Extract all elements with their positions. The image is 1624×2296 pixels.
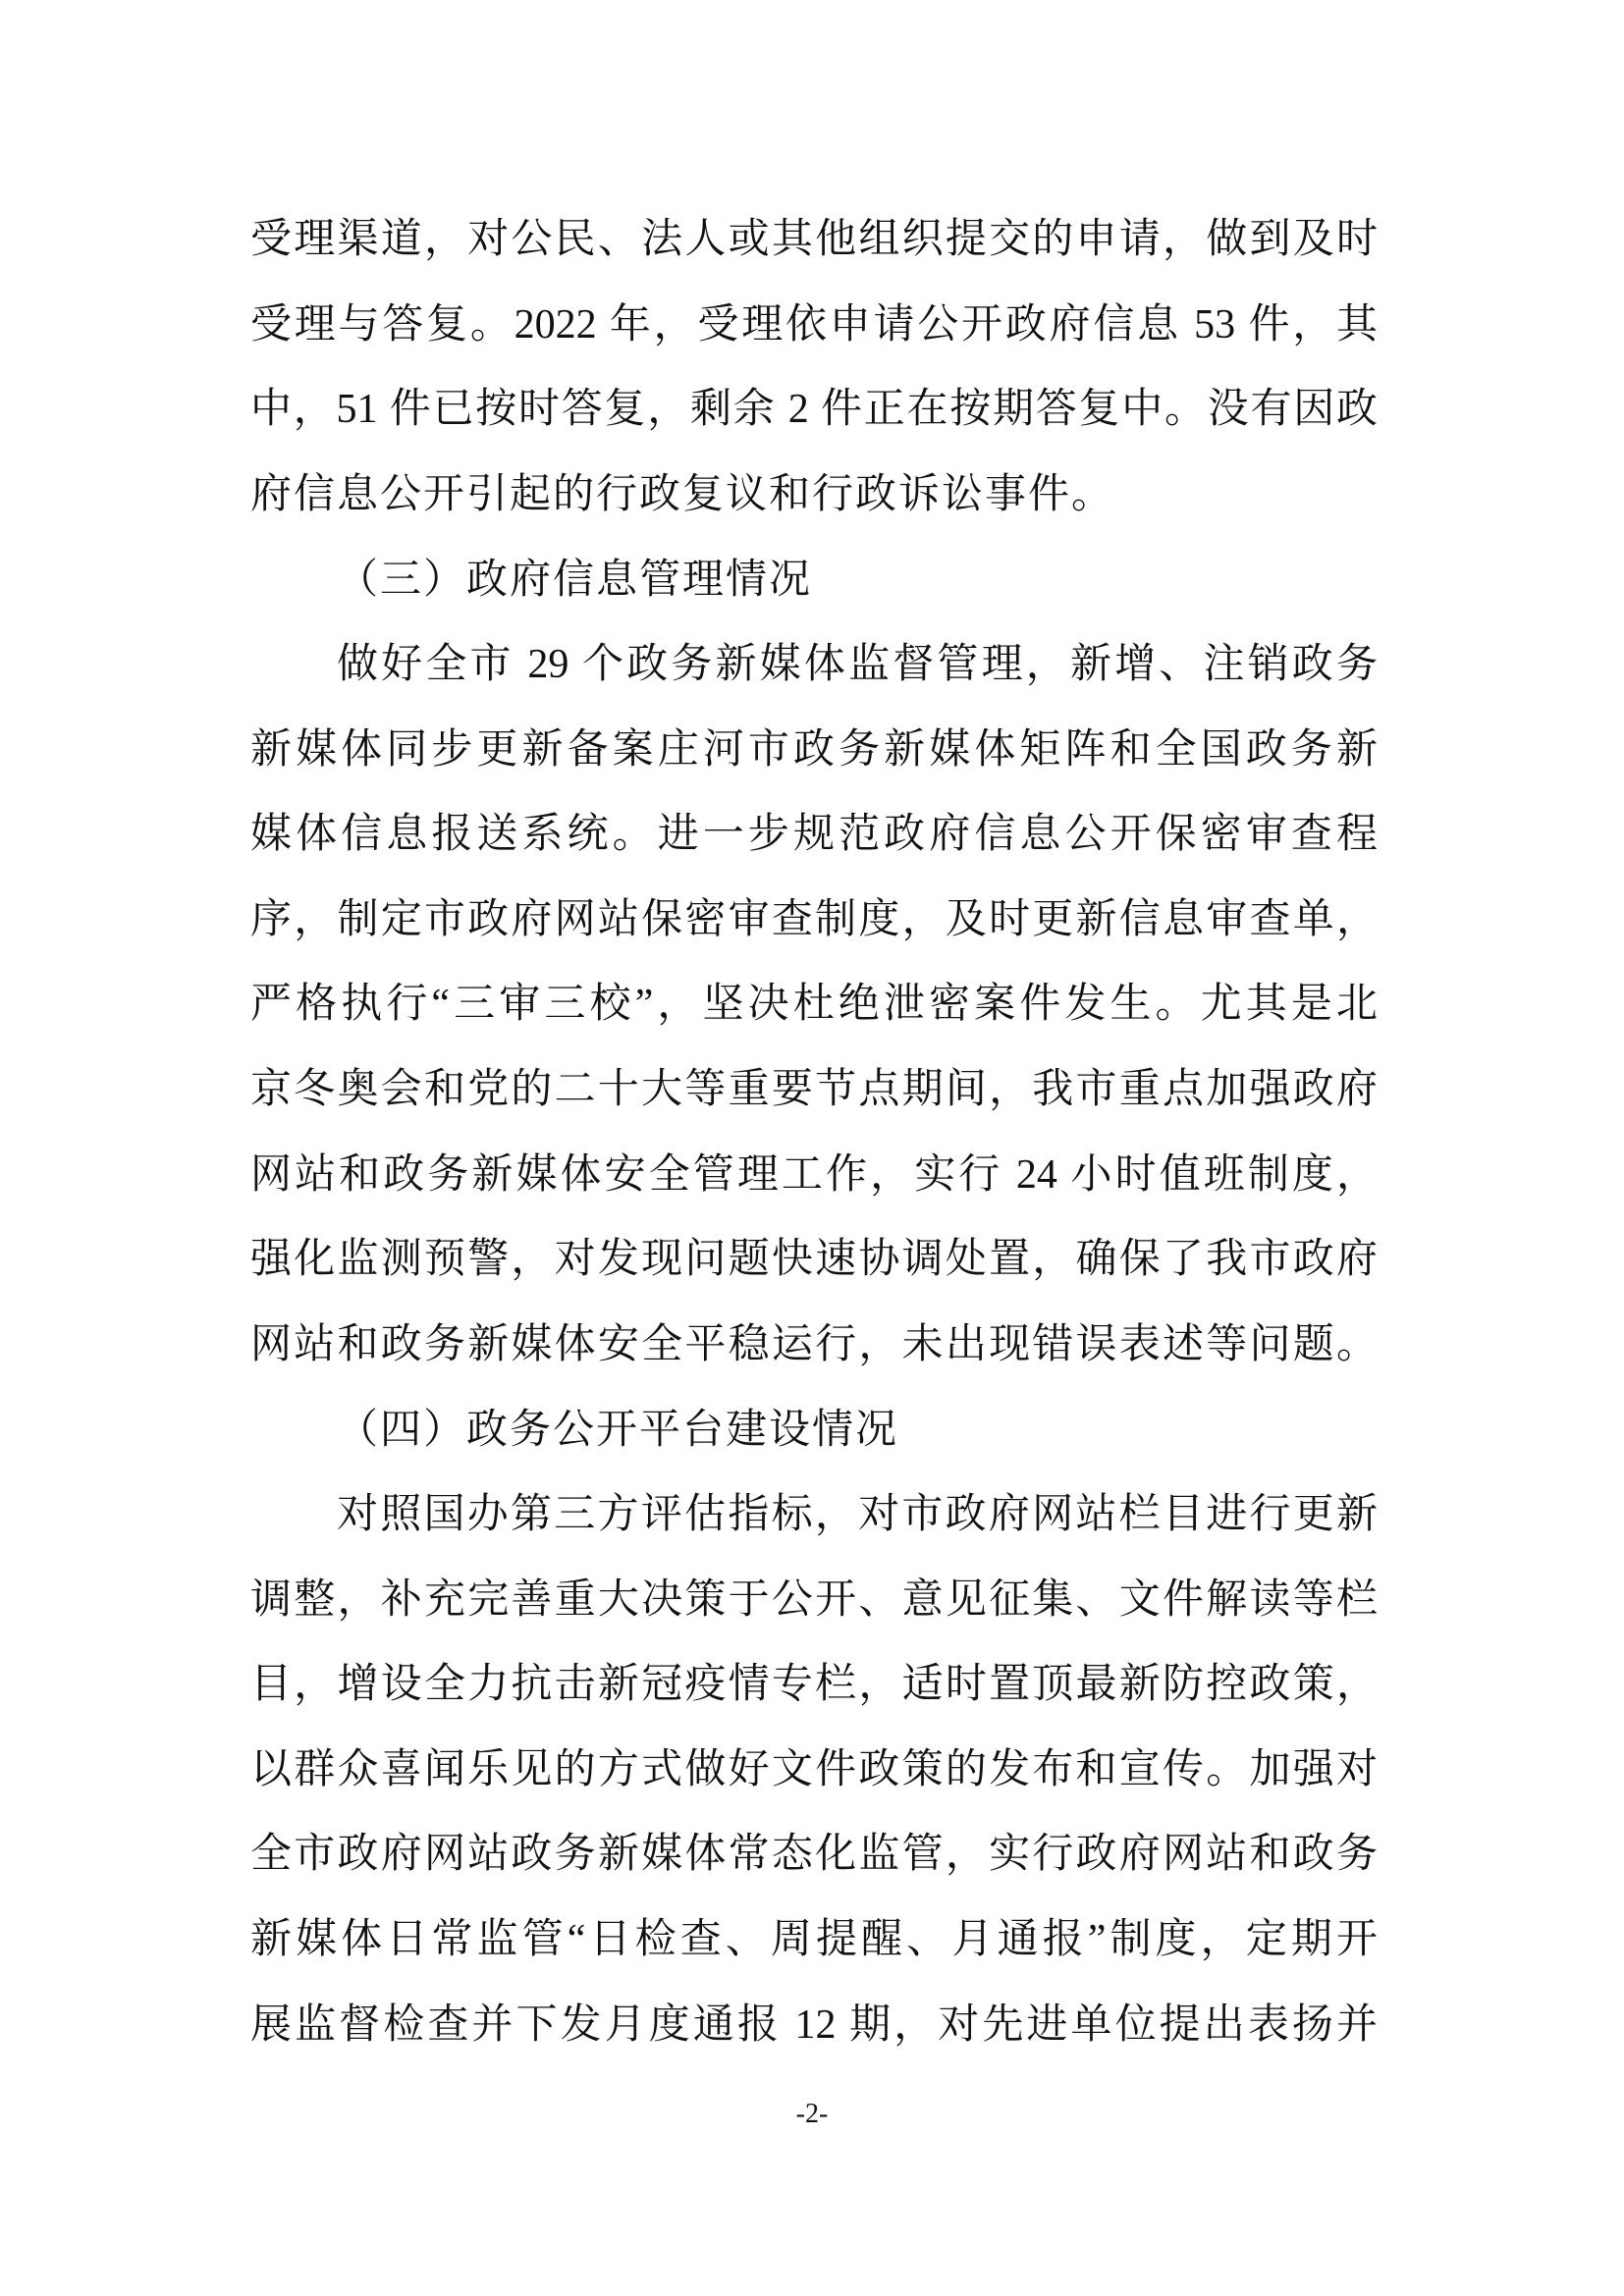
body-text-line: 全市政府网站政务新媒体常态化监管，实行政府网站和政务 [250,1832,1378,1877]
body-text-line: 做好全市 29 个政务新媒体监督管理，新增、注销政务 [337,642,1378,687]
section-heading: （四）政务公开平台建设情况 [337,1405,899,1453]
body-text-line: 严格执行“三审三校”，坚决杜绝泄密案件发生。尤其是北 [250,982,1378,1027]
body-text-line: 以群众喜闻乐见的方式做好文件政策的发布和宣传。加强对 [250,1747,1378,1792]
section-heading: （三）政府信息管理情况 [337,555,813,603]
body-text-line: 强化监测预警，对发现问题快速协调处置，确保了我市政府 [250,1237,1378,1282]
body-text-line: 序，制定市政府网站保密审查制度，及时更新信息审查单， [250,897,1378,942]
body-text-line: 京冬奥会和党的二十大等重要节点期间，我市重点加强政府 [250,1067,1378,1112]
body-text-line: 新媒体同步更新备案庄河市政务新媒体矩阵和全国政务新 [250,727,1378,773]
body-text-line: 展监督检查并下发月度通报 12 期，对先进单位提出表扬并 [250,2002,1378,2048]
body-text-line: 受理与答复。2022 年，受理依申请公开政府信息 53 件，其 [250,302,1378,347]
body-text-line: 中，51 件已按时答复，剩余 2 件正在按期答复中。没有因政 [250,387,1378,432]
body-text-line: 目，增设全力抗击新冠疫情专栏，适时置顶最新防控政策， [250,1662,1378,1707]
body-text-line: 调整，补充完善重大决策于公开、意见征集、文件解读等栏 [250,1577,1378,1623]
body-text-line: 府信息公开引起的行政复议和行政诉讼事件。 [250,472,1115,517]
body-text-line: 对照国办第三方评估指标，对市政府网站栏目进行更新 [337,1492,1378,1537]
body-text-line: 受理渠道，对公民、法人或其他组织提交的申请，做到及时 [250,217,1378,262]
body-text-line: 新媒体日常监管“日检查、周提醒、月通报”制度，定期开 [250,1917,1378,1962]
body-text-line: 网站和政务新媒体安全平稳运行，未出现错误表述等问题。 [250,1322,1378,1367]
body-text-line: 网站和政务新媒体安全管理工作，实行 24 小时值班制度， [250,1152,1378,1198]
page-number: -2- [795,2099,829,2129]
body-text-line: 媒体信息报送系统。进一步规范政府信息公开保密审查程 [250,812,1378,857]
